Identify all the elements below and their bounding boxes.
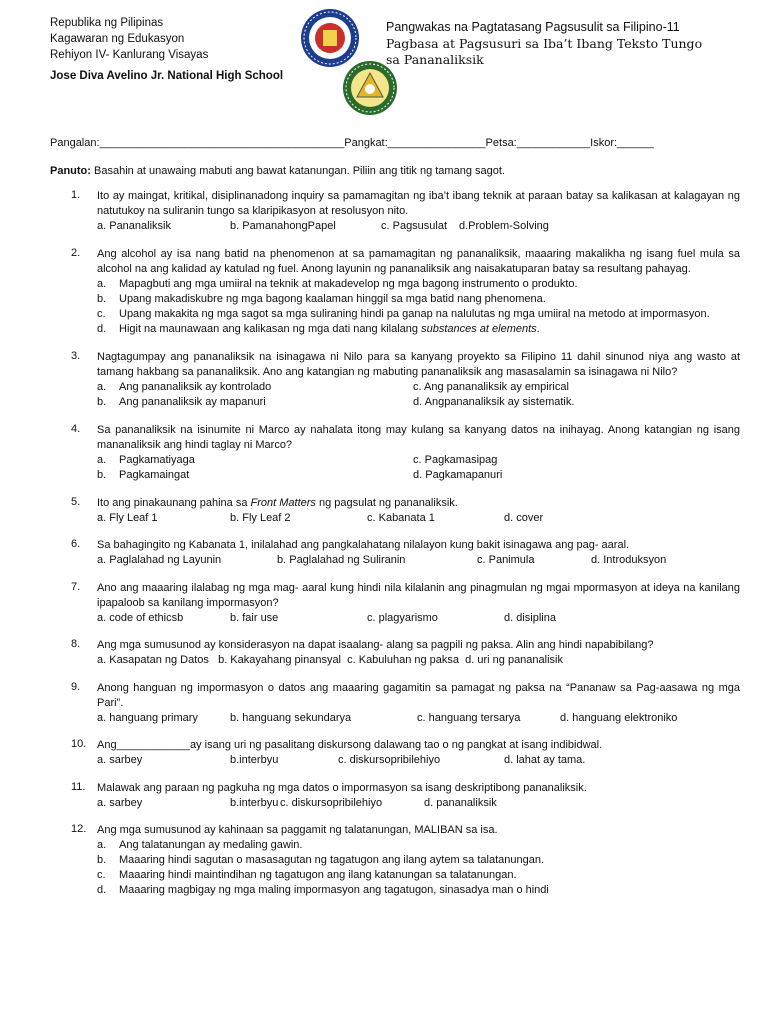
option-a[interactable]: [97, 380, 413, 395]
question-stem: Ang alcohol ay isa nang batid na phenomenon at sa pamamagitan ng pananaliksik, maaaring makalikha ng isang fuel mula sa alcohol na ang kalidad ay katulad ng fuel. Anong layunin ng pananaliksik ang naisakatuparan batay sa resultang pahayag.: [97, 247, 740, 275]
instructions-text: Basahin at unawaing mabuti ang bawat katanungan. Piliin ang titik ng tamang sagot.: [90, 165, 505, 177]
option-b[interactable]: b. hanguang sekundarya: [230, 711, 352, 724]
department-line: Kagawaran ng Edukasyon: [50, 33, 185, 45]
option-c[interactable]: [97, 868, 740, 883]
school-seal: [342, 60, 398, 119]
option-text: Pagkamatiyaga: [119, 453, 195, 466]
option-text: Ang pananaliksik ay mapanuri: [119, 395, 266, 408]
question-stem: Ang____________ay isang uri ng pasalitang diskursong dalawang tao o ng pangkat at isang indibidwal.: [97, 739, 603, 751]
option-a[interactable]: a. Pananaliksik: [97, 220, 171, 232]
option-c[interactable]: c. Ang pananaliksik ay empirical: [413, 380, 569, 393]
option-letter: c.: [97, 307, 106, 320]
question-number: 2.: [71, 246, 81, 259]
question-2: [50, 247, 740, 337]
option-d[interactable]: d. cover: [504, 511, 544, 524]
option-row[interactable]: a. Kasapatan ng Datos b. Kakayahang pinansyal c. Kabuluhan ng paksa d. uri ng pananalisik: [97, 654, 563, 666]
question-6: [50, 538, 740, 568]
option-c[interactable]: c. Pagkamasipag: [413, 453, 498, 466]
question-10: [50, 738, 740, 768]
option-b[interactable]: b. PamanahongPapel: [230, 220, 336, 232]
question-stem: Malawak ang paraan ng pagkuha ng mga datos o impormasyon sa isang deskriptibong pananaliksik.: [97, 781, 587, 794]
option-text: Upang makakita ng mga sagot sa mga suliraning hindi pa ganap na nalulutas ng mga umiiral na metodo at impormasyon.: [119, 307, 710, 320]
question-stem: Ano ang maaaring ilalabag ng mga mag- aaral kung hindi nila kilalanin ang pinagmulan ng mgai mpormasyon at ideya na kanilang ipapaloob sa kanilang impormasyon?: [97, 581, 740, 609]
option-a[interactable]: [97, 838, 740, 853]
question-stem: Ang mga sumusunod ay kahinaan sa paggamit ng talatanungan, MALIBAN sa isa.: [97, 824, 498, 836]
question-3: [50, 350, 740, 410]
option-text: Upang makadiskubre ng mga bagong kaalaman hinggil sa mga batid nang phenomena.: [119, 292, 546, 305]
instructions-label: Panuto:: [50, 165, 91, 177]
question-number: 12.: [71, 823, 87, 835]
question-12: [50, 823, 740, 898]
option-b[interactable]: [97, 292, 740, 307]
option-c[interactable]: c. plagyarismo: [367, 611, 438, 624]
question-number: 8.: [71, 638, 81, 650]
option-d[interactable]: d.Problem-Solving: [459, 220, 549, 232]
stem-italic: Front Matters: [250, 496, 316, 509]
stem-end: ng pagsulat ng pananaliksik.: [315, 496, 458, 509]
option-c[interactable]: c. Pagsusulat: [381, 220, 448, 232]
question-5: [50, 496, 740, 526]
question-number: 4.: [71, 422, 81, 435]
option-a[interactable]: a. code of ethicsb: [97, 611, 184, 624]
option-a[interactable]: [97, 453, 413, 468]
option-b[interactable]: b. fair use: [230, 611, 279, 624]
option-text: Maaaring hindi sagutan o masasagutan ng tagatugon ang ilang aytem sa talatanungan.: [119, 854, 545, 866]
option-letter: a.: [97, 839, 107, 851]
option-text-start: Higit na maunawaan ang kalikasan ng mga dati nang kilalang: [119, 322, 422, 335]
option-b[interactable]: [97, 853, 740, 868]
exam-subtitle: Pagbasa at Pagsusuri sa Iba’t Ibang Teksto Tungo sa Pananaliksik: [386, 36, 703, 67]
question-7: [50, 581, 740, 626]
option-d[interactable]: d. pananaliksik: [424, 796, 497, 809]
option-b[interactable]: [97, 468, 413, 483]
question-stem: Ito ay maingat, kritikal, disiplinanadong inquiry sa pamamagitan ng iba’t ibang teknik at paraan batay sa kalikasan at kalagayan ng natutukoy na suliranin tungo sa klaripikasyon at resolusyon nito.: [97, 190, 740, 217]
option-d[interactable]: d. lahat ay tama.: [504, 754, 586, 766]
question-number: 6.: [71, 538, 81, 550]
region-line: Rehiyon IV- Kanlurang Visayas: [50, 49, 209, 61]
exam-content: [50, 165, 740, 911]
question-number: 9.: [71, 680, 81, 693]
question-number: 7.: [71, 580, 81, 593]
question-stem: Nagtagumpay ang pananaliksik na isinagawa ni Nilo para sa kanyang proyekto sa Filipino 11 dahil sinunod niya ang wasto at tamang hakbang sa pananaliksik. Ano ang katangian ng mabuting pananaliksik ang masasalamin sa isinagawa ni Nilo?: [97, 350, 740, 378]
option-letter: b.: [97, 395, 107, 408]
option-b[interactable]: [97, 395, 413, 410]
exam-title: Pangwakas na Pagtatasang Pagsusulit sa Filipino-11: [386, 20, 680, 34]
option-letter: b.: [97, 292, 107, 305]
question-1: [50, 189, 740, 234]
option-letter: b.: [97, 854, 107, 866]
question-8: [50, 638, 740, 668]
option-d[interactable]: d. Introduksyon: [591, 554, 667, 566]
option-letter: a.: [97, 380, 107, 393]
question-9: [50, 681, 740, 726]
option-text: Maaaring magbigay ng mga maling impormasyon ang tagatugon, sinasadya man o hindi: [119, 884, 549, 896]
option-a[interactable]: a. Paglalahad ng Layunin: [97, 554, 222, 566]
option-c[interactable]: c. diskursopribilehiyo: [280, 796, 383, 809]
option-d[interactable]: d. hanguang elektroniko: [560, 711, 678, 724]
option-b[interactable]: b.interbyu: [230, 796, 279, 809]
question-number: 11.: [71, 780, 86, 793]
option-b[interactable]: b. Fly Leaf 2: [230, 511, 291, 524]
option-d[interactable]: d. disiplina: [504, 611, 556, 624]
question-stem: Sa bahagingito ng Kabanata 1, inilalahad ang pangkalahatang nilalayon kung bakit isinagawa ang pag- aaral.: [97, 539, 630, 551]
option-letter: a.: [97, 277, 107, 290]
school-name: Jose Diva Avelino Jr. National High School: [50, 70, 284, 82]
option-c[interactable]: [97, 307, 740, 322]
option-a[interactable]: a. sarbey: [97, 754, 143, 766]
question-stem: Ang mga sumusunod ay konsiderasyon na dapat isaalang- alang sa pagpili ng paksa. Alin ang hindi napabibilang?: [97, 639, 654, 651]
question-stem: [97, 496, 740, 511]
option-text-end: .: [536, 322, 540, 335]
option-d[interactable]: d. Pagkamapanuri: [413, 468, 503, 481]
option-text: Maaaring hindi maintindihan ng tagatugon ang ilang katanungan sa talatanungan.: [119, 869, 517, 881]
option-letter: b.: [97, 468, 107, 481]
option-text: [119, 322, 540, 337]
option-c[interactable]: c. diskursopribilehiyo: [338, 754, 441, 766]
option-c[interactable]: c. Kabanata 1: [367, 511, 435, 524]
question-11: [50, 781, 740, 811]
question-stem: Anong hanguan ng impormasyon o datos ang maaaring gagamitin sa pamagat ng paksa na “Pananaw sa Pag-aasawa ng mga Pari”.: [97, 681, 740, 709]
option-b[interactable]: b.interbyu: [230, 754, 279, 766]
option-text-italic: substances at elements: [421, 322, 537, 335]
option-c[interactable]: c. Panimula: [477, 554, 535, 566]
option-d[interactable]: d. Angpananaliksik ay sistematik.: [413, 395, 575, 408]
option-letter: d.: [97, 884, 107, 896]
option-a[interactable]: a. sarbey: [97, 796, 143, 809]
republic-line: Republika ng Pilipinas: [50, 17, 164, 29]
option-text: Pagkamaingat: [119, 468, 190, 481]
option-text: Ang talatanungan ay medaling gawin.: [119, 839, 303, 851]
option-a[interactable]: a. hanguang primary: [97, 711, 198, 724]
option-letter: c.: [97, 869, 106, 881]
student-info-line[interactable]: Pangalan:________________________________________Pangkat:________________Petsa:____________Iskor:______: [50, 137, 654, 149]
stem-start: Ito ang pinakaunang pahina sa: [97, 496, 251, 509]
question-number: 5.: [71, 495, 81, 508]
option-letter: d.: [97, 322, 107, 335]
option-d[interactable]: [97, 883, 740, 898]
option-d[interactable]: [97, 322, 740, 337]
option-text: Mapagbuti ang mga umiiral na teknik at makadevelop ng mga bagong instrumento o produkto.: [119, 277, 578, 290]
question-number: 10.: [71, 738, 87, 750]
option-b[interactable]: b. Paglalahad ng Suliranin: [277, 554, 406, 566]
option-a[interactable]: [97, 277, 740, 292]
option-a[interactable]: a. Fly Leaf 1: [97, 511, 158, 524]
option-c[interactable]: c. hanguang tersarya: [417, 711, 521, 724]
option-text: Ang pananaliksik ay kontrolado: [119, 380, 272, 393]
question-4: [50, 423, 740, 483]
question-stem: Sa pananaliksik na isinumite ni Marco ay nahalata itong may kulang sa kanyang datos na inihayag. Anong katangian ng isang mananaliksik ang hindi taglay ni Marco?: [97, 423, 740, 451]
question-number: 3.: [71, 349, 81, 362]
question-number: 1.: [71, 189, 81, 201]
instructions: [50, 165, 740, 177]
agency-header: [50, 15, 208, 63]
option-letter: a.: [97, 453, 107, 466]
